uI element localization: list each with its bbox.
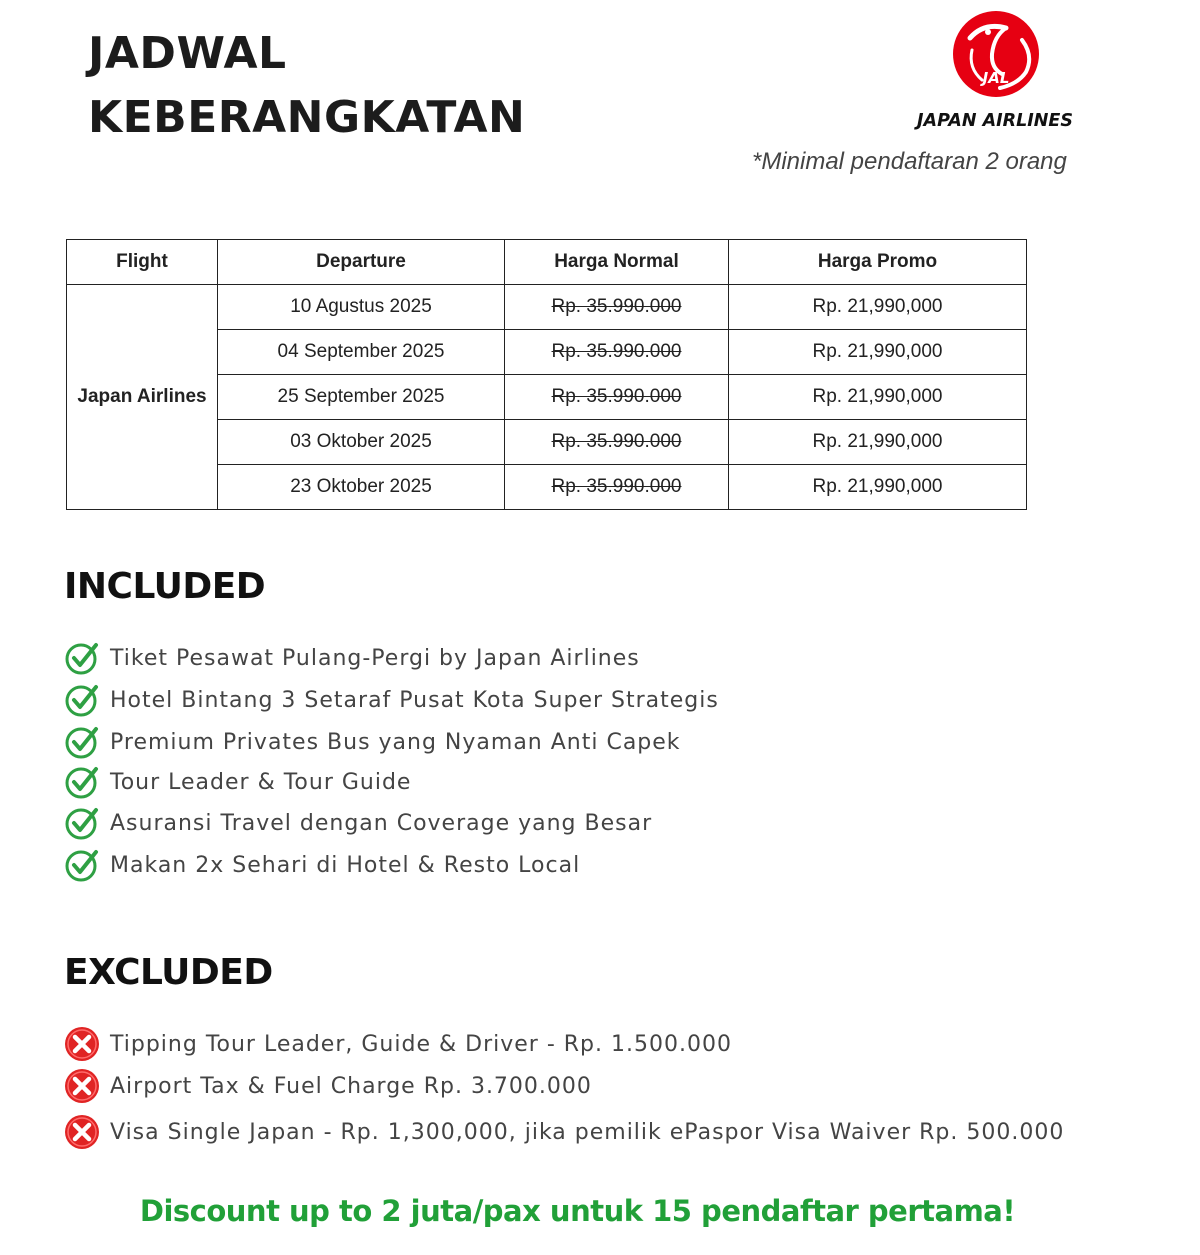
excluded-title: EXCLUDED: [64, 952, 273, 993]
list-item-text: Visa Single Japan - Rp. 1,300,000, jika pemilik ePaspor Visa Waiver Rp. 500.000: [110, 1119, 1065, 1145]
normal-price: Rp. 35.990.000: [505, 465, 729, 510]
normal-price: Rp. 35.990.000: [505, 420, 729, 465]
list-item-text: Tour Leader & Tour Guide: [110, 769, 412, 795]
list-item-text: Tipping Tour Leader, Guide & Driver - Rp. 1.500.000: [110, 1031, 732, 1057]
departure-date: 10 Agustus 2025: [218, 285, 505, 330]
check-circle-icon: [64, 640, 100, 676]
departure-date: 04 September 2025: [218, 330, 505, 375]
table-row: [67, 285, 1027, 330]
check-circle-icon: [64, 805, 100, 841]
list-item: [64, 682, 719, 718]
title-line-1: JADWAL: [88, 28, 287, 79]
schedule-table: [66, 239, 1027, 510]
svg-text:JAL: JAL: [982, 69, 1010, 87]
departure-date: 03 Oktober 2025: [218, 420, 505, 465]
list-item-text: Premium Privates Bus yang Nyaman Anti Capek: [110, 729, 681, 755]
promo-price: Rp. 21,990,000: [729, 285, 1027, 330]
promo-price: Rp. 21,990,000: [729, 465, 1027, 510]
header-departure: Departure: [218, 240, 505, 285]
promo-price: Rp. 21,990,000: [729, 375, 1027, 420]
promo-price: Rp. 21,990,000: [729, 420, 1027, 465]
check-circle-icon: [64, 764, 100, 800]
list-item: [64, 640, 640, 676]
normal-price: Rp. 35.990.000: [505, 375, 729, 420]
header-normal-price: Harga Normal: [505, 240, 729, 285]
list-item: [64, 1114, 1064, 1150]
x-circle-icon: [64, 1026, 100, 1062]
list-item-text: Asuransi Travel dengan Coverage yang Besar: [110, 810, 653, 836]
departure-date: 23 Oktober 2025: [218, 465, 505, 510]
normal-price: Rp. 35.990.000: [505, 285, 729, 330]
check-circle-icon: [64, 682, 100, 718]
page-title: [88, 22, 525, 150]
departure-date: 25 September 2025: [218, 375, 505, 420]
x-circle-icon: [64, 1068, 100, 1104]
included-title: INCLUDED: [64, 566, 266, 607]
check-circle-icon: [64, 847, 100, 883]
minimum-registration-note: *Minimal pendaftaran 2 orang: [752, 148, 1067, 175]
promo-price: Rp. 21,990,000: [729, 330, 1027, 375]
list-item: [64, 805, 652, 841]
promo-banner: Discount up to 2 juta/pax untuk 15 pendaftar pertama!: [139, 1194, 1016, 1228]
list-item-text: Tiket Pesawat Pulang-Pergi by Japan Airlines: [110, 645, 640, 671]
list-item: [64, 1068, 592, 1104]
check-circle-icon: [64, 724, 100, 760]
table-header-row: [67, 240, 1027, 285]
list-item-text: Airport Tax & Fuel Charge Rp. 3.700.000: [110, 1073, 592, 1099]
title-line-2: KEBERANGKATAN: [88, 92, 526, 143]
list-item: [64, 764, 411, 800]
list-item: [64, 847, 580, 883]
list-item: [64, 1026, 732, 1062]
flight-name: Japan Airlines: [67, 285, 218, 510]
header-flight: Flight: [67, 240, 218, 285]
list-item-text: Makan 2x Sehari di Hotel & Resto Local: [110, 852, 581, 878]
header-promo-price: Harga Promo: [729, 240, 1027, 285]
list-item: [64, 724, 681, 760]
normal-price: Rp. 35.990.000: [505, 330, 729, 375]
jal-logo: [884, 10, 1106, 135]
x-circle-icon: [64, 1114, 100, 1150]
svg-text:JAPAN AIRLINES: JAPAN AIRLINES: [917, 111, 1073, 131]
list-item-text: Hotel Bintang 3 Setaraf Pusat Kota Super Strategis: [110, 687, 719, 713]
